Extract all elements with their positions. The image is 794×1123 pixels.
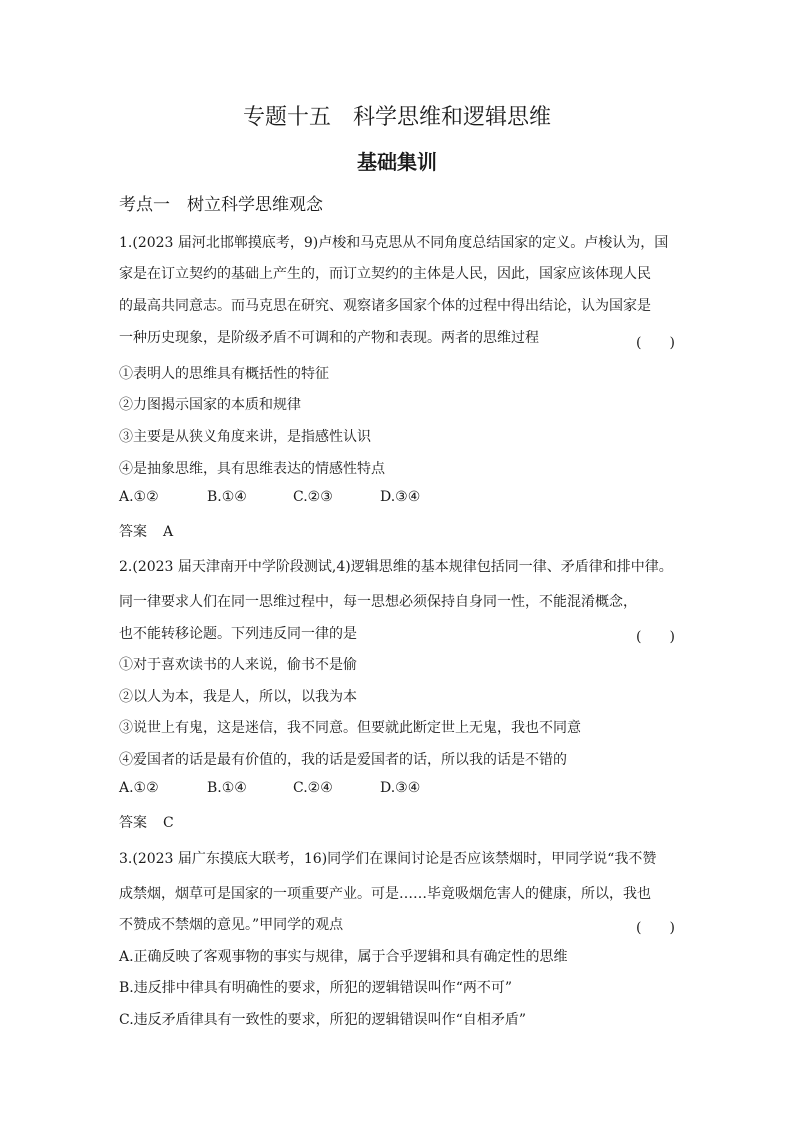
question-2-options <box>119 780 420 796</box>
question-2-stem-line: 同一律要求人们在同一思维过程中，每一思想必须保持自身同一性，不能混淆概念， <box>119 594 637 610</box>
question-2-statement: ③说世上有鬼，这是迷信，我不同意。但要就此断定世上无鬼，我也不同意 <box>119 720 581 736</box>
question-2-statement: ①对于喜欢读书的人来说，偷书不是偷 <box>119 657 357 673</box>
answer-label: 答案 <box>119 524 147 540</box>
answer-value: C <box>163 815 174 831</box>
question-2-statement: ②以人为本，我是人，所以，以我为本 <box>119 689 357 705</box>
question-3-answer-blank: ( ) <box>636 920 675 936</box>
question-3-stem-line: 不赞成不禁烟的意见。”甲同学的观点 <box>119 917 344 933</box>
question-1-statement: ②力图揭示国家的本质和规律 <box>119 397 301 413</box>
question-1-stem-line: 家是在订立契约的基础上产生的，而订立契约的主体是人民，因此，国家应该体现人民 <box>119 266 651 282</box>
question-2-stem-line: 2.(2023 届天津南开中学阶段测试,4)逻辑思维的基本规律包括同一律、矛盾律和排中律。 <box>119 559 673 575</box>
option-d: D.③④ <box>380 489 421 505</box>
option-c: C.②③ <box>293 489 333 505</box>
section-heading: 考点一 树立科学思维观念 <box>119 195 323 215</box>
option-a: A.①② <box>119 780 159 796</box>
option-a: A.①② <box>119 489 159 505</box>
question-1-stem-line: 1.(2023 届河北邯郸摸底考，9)卢梭和马克思从不同角度总结国家的定义。卢梭认为，国 <box>119 235 669 251</box>
question-1-stem-line: 的最高共同意志。而马克思在研究、观察诸多国家个体的过程中得出结论，认为国家是 <box>119 298 651 314</box>
question-2-answer-blank: ( ) <box>636 629 675 645</box>
question-1-statement: ①表明人的思维具有概括性的特征 <box>119 366 329 382</box>
question-3-stem-line: 成禁烟，烟草可是国家的一项重要产业。可是……毕竟吸烟危害人的健康，所以，我也 <box>119 886 651 902</box>
question-1-answer-blank: ( ) <box>636 335 675 351</box>
question-1-answer <box>119 521 173 541</box>
question-1-stem-line: 一种历史现象，是阶级矛盾不可调和的产物和表现。两者的思维过程 <box>119 330 539 346</box>
question-3-option: C.违反矛盾律具有一致性的要求，所犯的逻辑错误叫作“自相矛盾” <box>119 1012 526 1028</box>
question-3-option: A.正确反映了客观事物的事实与规律，属于合乎逻辑和具有确定性的思维 <box>119 949 568 965</box>
option-b: B.①④ <box>207 489 247 505</box>
option-d: D.③④ <box>380 780 421 796</box>
option-b: B.①④ <box>207 780 247 796</box>
question-2-answer <box>119 812 174 832</box>
question-1-statement: ④是抽象思维，具有思维表达的情感性特点 <box>119 461 385 477</box>
answer-value: A <box>163 524 174 540</box>
question-3-stem-line: 3.(2023 届广东摸底大联考，16)同学们在课间讨论是否应该禁烟时，甲同学说“我不赞 <box>119 851 657 867</box>
option-c: C.②④ <box>293 780 333 796</box>
question-3-option: B.违反排中律具有明确性的要求，所犯的逻辑错误叫作“两不可” <box>119 980 513 996</box>
question-1-statement: ③主要是从狭义角度来讲，是指感性认识 <box>119 429 371 445</box>
question-2-statement: ④爱国者的话是最有价值的，我的话是爱国者的话，所以我的话是不错的 <box>119 752 567 768</box>
page-subtitle: 基础集训 <box>357 150 437 174</box>
question-1-options <box>119 489 420 505</box>
answer-label: 答案 <box>119 815 147 831</box>
question-2-stem-line: 也不能转移论题。下列违反同一律的是 <box>119 626 357 642</box>
page-title: 专题十五 科学思维和逻辑思维 <box>242 105 551 130</box>
